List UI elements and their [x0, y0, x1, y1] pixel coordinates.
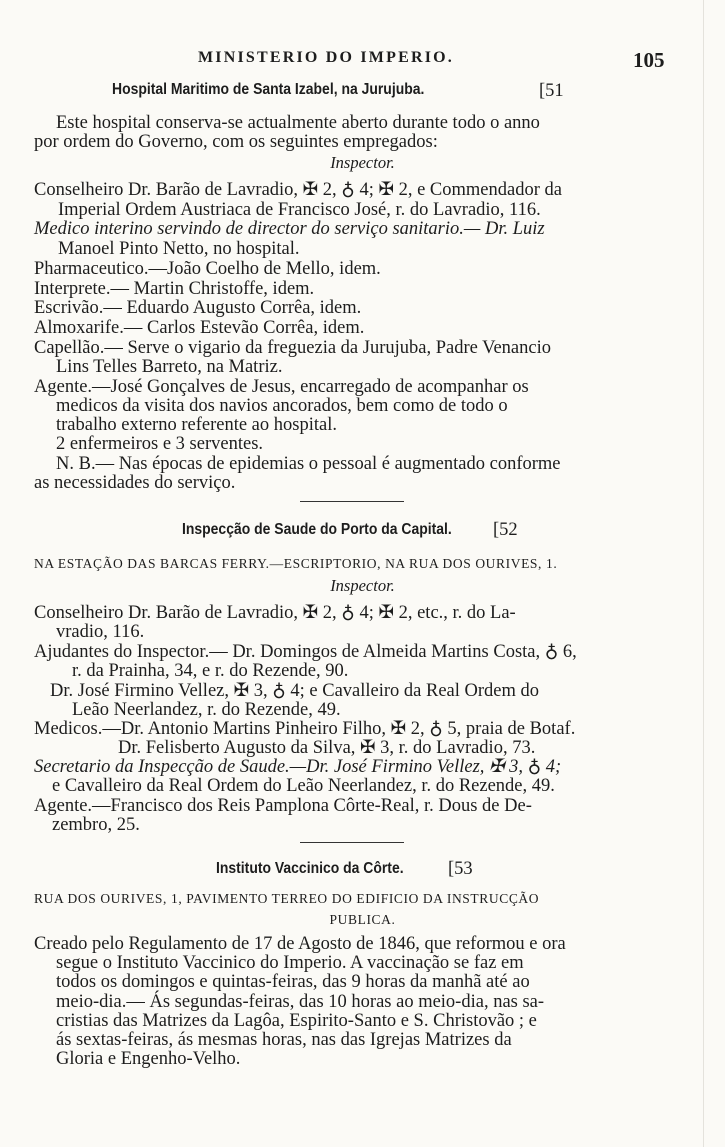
page-number: 105: [633, 48, 665, 72]
text-line: vradio, 116.: [56, 622, 145, 642]
text-line: por ordem do Governo, com os seguintes empregados:: [34, 132, 438, 152]
text-line: Medicos.—Dr. Antonio Martins Pinheiro Filho, ✠ 2, ♁ 5, praia de Botaf.: [34, 719, 576, 739]
text-line: Conselheiro Dr. Barão de Lavradio, ✠ 2, ♁ 4; ✠ 2, etc., r. do La-: [34, 603, 516, 623]
text-line: trabalho externo referente ao hospital.: [56, 415, 337, 435]
text-line: as necessidades do serviço.: [34, 473, 236, 493]
address-line: RUA DOS OURIVES, 1, PAVIMENTO TERREO DO EDIFICIO DA INSTRUCÇÃO: [34, 891, 540, 906]
text-line: Lins Telles Barreto, na Matriz.: [56, 357, 283, 377]
text-line: Dr. Felisberto Augusto da Silva, ✠ 3, r. do Lavradio, 73.: [118, 738, 536, 758]
address-line: NA ESTAÇÃO DAS BARCAS FERRY.—ESCRIPTORIO, NA RUA DOS OURIVES, 1.: [34, 556, 558, 571]
text-line: Gloria e Engenho-Velho.: [56, 1049, 241, 1069]
text-line: Conselheiro Dr. Barão de Lavradio, ✠ 2, ♁ 4; ✠ 2, e Commendador da: [34, 180, 562, 200]
text-line: Leão Neerlandez, r. do Rezende, 49.: [72, 700, 341, 720]
running-header-title: MINISTERIO DO IMPERIO.: [198, 49, 454, 66]
text-line: zembro, 25.: [52, 815, 140, 835]
subheading-inspector: Inspector.: [330, 153, 395, 172]
text-line: Agente.—José Gonçalves de Jesus, encarregado de acompanhar os: [34, 377, 529, 397]
text-line: Este hospital conserva-se actualmente aberto durante todo o anno: [56, 113, 540, 133]
text-line: Dr. José Firmino Vellez, ✠ 3, ♁ 4; e Cavalleiro da Real Ordem do: [50, 681, 540, 701]
text-line: Creado pelo Regulamento de 17 de Agosto de 1846, que reformou e ora: [34, 934, 566, 954]
address-line-cont: PUBLICA.: [329, 912, 396, 927]
section-number: [51: [539, 81, 564, 101]
section-divider: [300, 501, 404, 502]
text-line: Medico interino servindo de director do serviço sanitario.— Dr. Luiz: [34, 219, 545, 239]
subheading-inspector: Inspector.: [330, 576, 395, 595]
text-line: N. B.— Nas épocas de epidemias o pessoal é augmentado conforme: [56, 454, 561, 474]
text-line: Almoxarife.— Carlos Estevão Corrêa, idem.: [34, 318, 365, 338]
text-line: todos os domingos e quintas-feiras, das 9 horas da manhã até ao: [56, 972, 530, 992]
section-number: [53: [448, 859, 473, 879]
text-line: Ajudantes do Inspector.— Dr. Domingos de Almeida Martins Costa, ♁ 6,: [34, 642, 577, 662]
text-line: Capellão.— Serve o vigario da freguezia da Jurujuba, Padre Venancio: [34, 338, 551, 358]
text-line: medicos da visita dos navios ancorados, bem como de todo o: [56, 396, 508, 416]
text-line: Manoel Pinto Netto, no hospital.: [58, 239, 300, 259]
text-line: 2 enfermeiros e 3 serventes.: [56, 434, 264, 454]
text-line: Interprete.— Martin Christoffe, idem.: [34, 279, 315, 299]
text-line: segue o Instituto Vaccinico do Imperio. A vaccinação se faz em: [56, 953, 524, 973]
text-line: cristias das Matrizes da Lagôa, Espirito-Santo e S. Christovão ; e: [56, 1011, 537, 1031]
text-line: e Cavalleiro da Real Ordem do Leão Neerlandez, r. do Rezende, 49.: [52, 776, 555, 796]
text-line: Agente.—Francisco dos Reis Pamplona Côrte-Real, r. Dous de De-: [34, 796, 532, 816]
text-line: Imperial Ordem Austriaca de Francisco José, r. do Lavradio, 116.: [58, 200, 541, 220]
text-line: Pharmaceutico.—João Coelho de Mello, idem.: [34, 259, 381, 279]
section-number: [52: [493, 520, 518, 540]
text-line: ás sextas-feiras, ás mesmas horas, nas das Igrejas Matrizes da: [56, 1030, 512, 1050]
text-line: Secretario da Inspecção de Saude.—Dr. José Firmino Vellez, ✠ 3, ♁ 4;: [34, 757, 562, 777]
section-divider: [300, 842, 404, 843]
section-heading: Inspecção de Saude do Porto da Capital.: [182, 521, 452, 538]
text-line: r. da Prainha, 34, e r. do Rezende, 90.: [72, 661, 349, 681]
section-heading: Hospital Maritimo de Santa Izabel, na Jurujuba.: [112, 81, 425, 98]
text-line: Escrivão.— Eduardo Augusto Corrêa, idem.: [34, 298, 362, 318]
text-line: meio-dia.— Ás segundas-feiras, das 10 horas ao meio-dia, nas sa-: [56, 992, 545, 1012]
section-heading: Instituto Vaccinico da Côrte.: [216, 860, 404, 877]
